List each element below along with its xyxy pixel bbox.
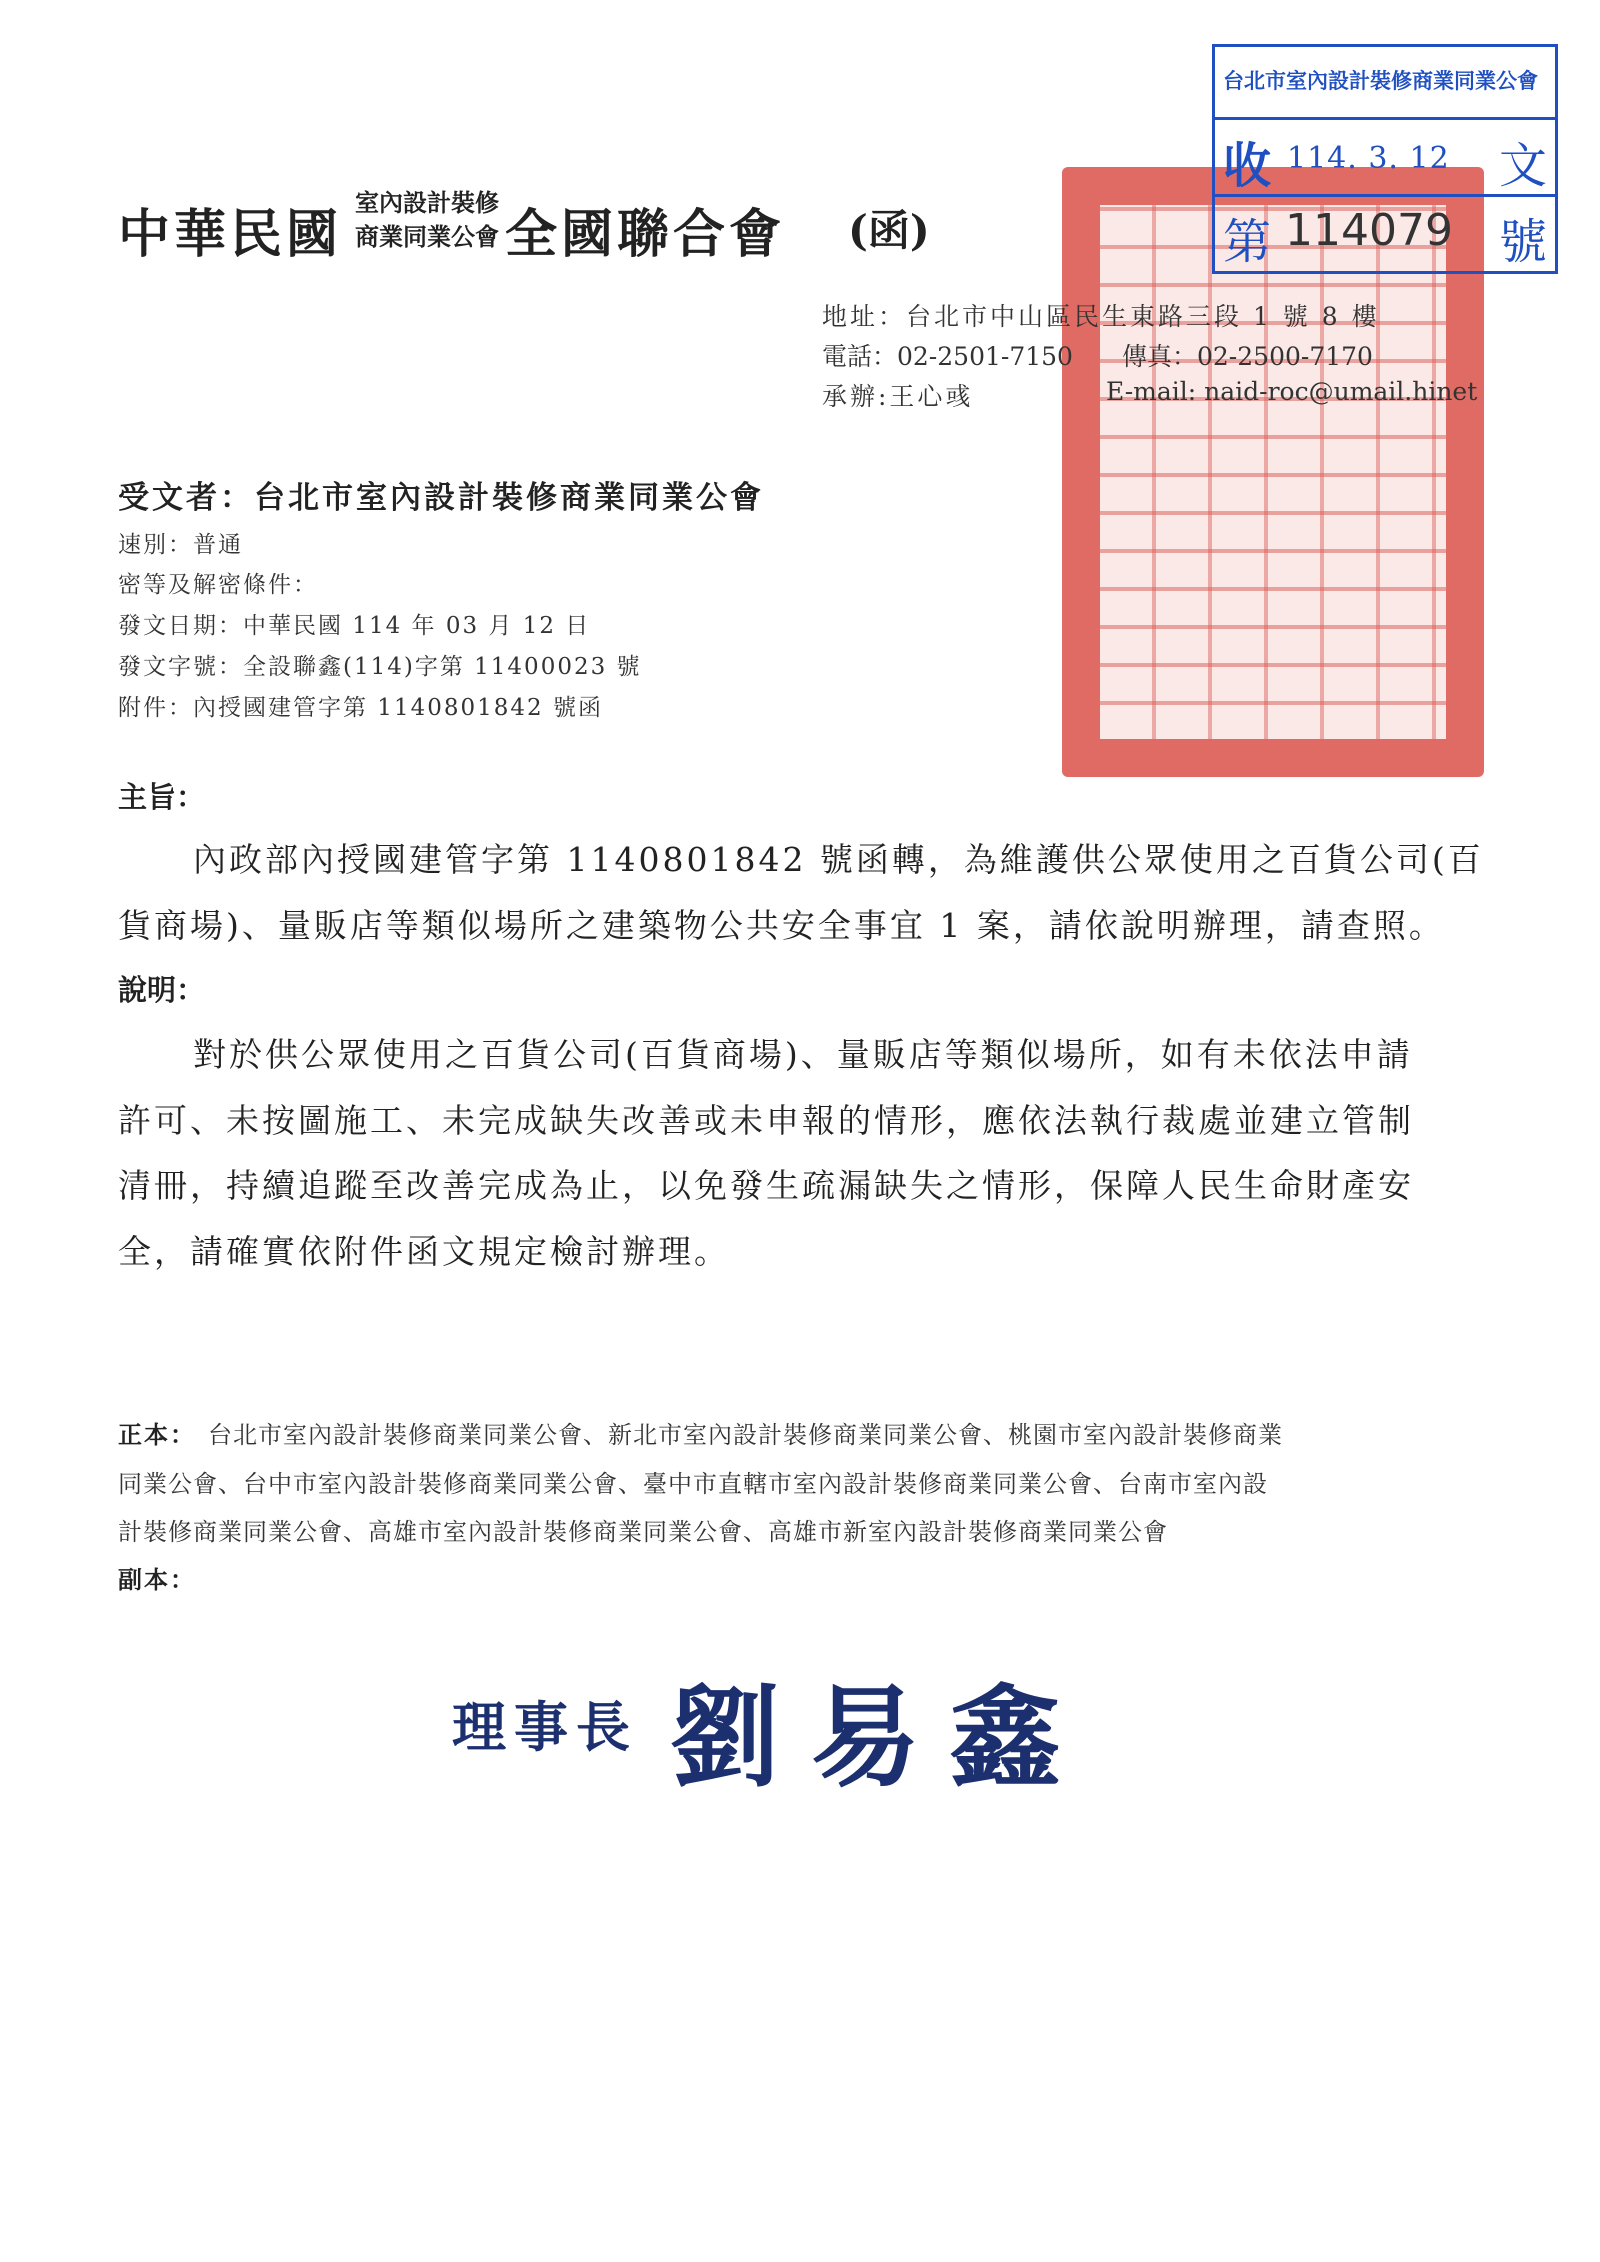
explanation-line: 對於供公眾使用之百貨公司(百貨商場)、量販店等類似場所，如有未依法申請: [193, 1035, 1413, 1074]
original-recipients-line: 同業公會、台中市室內設計裝修商業同業公會、臺中市直轄市室內設計裝修商業同業公會、台南市室內設: [118, 1470, 1268, 1498]
header-org-main: 全國聯合會: [505, 204, 786, 265]
explanation-line: 清冊，持續追蹤至改善完成為止，以免發生疏漏缺失之情形，保障人民生命財產安: [118, 1166, 1414, 1205]
header-country: 中華民國: [118, 204, 343, 265]
original-recipients-line: 計裝修商業同業公會、高雄市室內設計裝修商業同業公會、高雄市新室內設計裝修商業同業公會: [118, 1518, 1168, 1546]
signature-title: 理事長: [452, 1695, 638, 1759]
stamp-number: 114079: [1285, 205, 1453, 256]
stamp-doc-label: 文: [1499, 138, 1548, 194]
contact-email: E-mail: naid-roc@umail.hinet: [1106, 377, 1478, 406]
recipient: 受文者：台北市室內設計裝修商業同業公會: [118, 480, 764, 516]
meta-speed: 速別：普通: [118, 532, 243, 558]
contact-fax: 傳真：02-2500-7170: [1122, 342, 1373, 371]
contact-address: 地址：台北市中山區民生東路三段 1 號 8 樓: [822, 302, 1380, 331]
explanation-label: 說明：: [118, 973, 206, 1007]
stamp-number-suffix: 號: [1499, 214, 1548, 270]
contact-phone: 電話：02-2501-7150: [822, 342, 1073, 371]
explanation-line: 全，請確實依附件函文規定檢討辦理。: [118, 1232, 730, 1271]
header-org-small-1: 室內設計裝修: [355, 188, 499, 217]
subject-line: 貨商場)、量販店等類似場所之建築物公共安全事宜 1 案，請依說明辦理，請查照。: [118, 906, 1445, 945]
stamp-receive-label: 收: [1223, 138, 1272, 194]
stamp-org: 台北市室內設計裝修商業同業公會: [1223, 68, 1538, 93]
meta-classification: 密等及解密條件：: [118, 572, 318, 598]
stamp-number-prefix: 第: [1223, 214, 1272, 270]
contact-handler: 承辦:王心彧: [822, 382, 974, 411]
header-doc-type: (函): [848, 206, 930, 255]
meta-issue-date: 發文日期：中華民國 114 年 03 月 12 日: [118, 613, 591, 639]
receipt-stamp: [1212, 44, 1558, 274]
original-label: 正本：: [118, 1420, 196, 1449]
meta-attachment: 附件：內授國建管字第 1140801842 號函: [118, 695, 603, 721]
signature-name: 劉易鑫: [670, 1673, 1090, 1802]
meta-doc-number: 發文字號：全設聯鑫(114)字第 11400023 號: [118, 654, 642, 680]
original-recipients-line: 台北市室內設計裝修商業同業公會、新北市室內設計裝修商業同業公會、桃園市室內設計裝修商業: [208, 1421, 1283, 1449]
subject-line: 內政部內授國建管字第 1140801842 號函轉，為維護供公眾使用之百貨公司(百: [193, 840, 1484, 879]
stamp-date: 114. 3. 12: [1287, 141, 1450, 176]
copy-label: 副本：: [118, 1565, 196, 1594]
header-org-small-2: 商業同業公會: [355, 222, 499, 251]
explanation-line: 許可、未按圖施工、未完成缺失改善或未申報的情形，應依法執行裁處並建立管制: [118, 1101, 1414, 1140]
subject-label: 主旨：: [118, 780, 206, 814]
